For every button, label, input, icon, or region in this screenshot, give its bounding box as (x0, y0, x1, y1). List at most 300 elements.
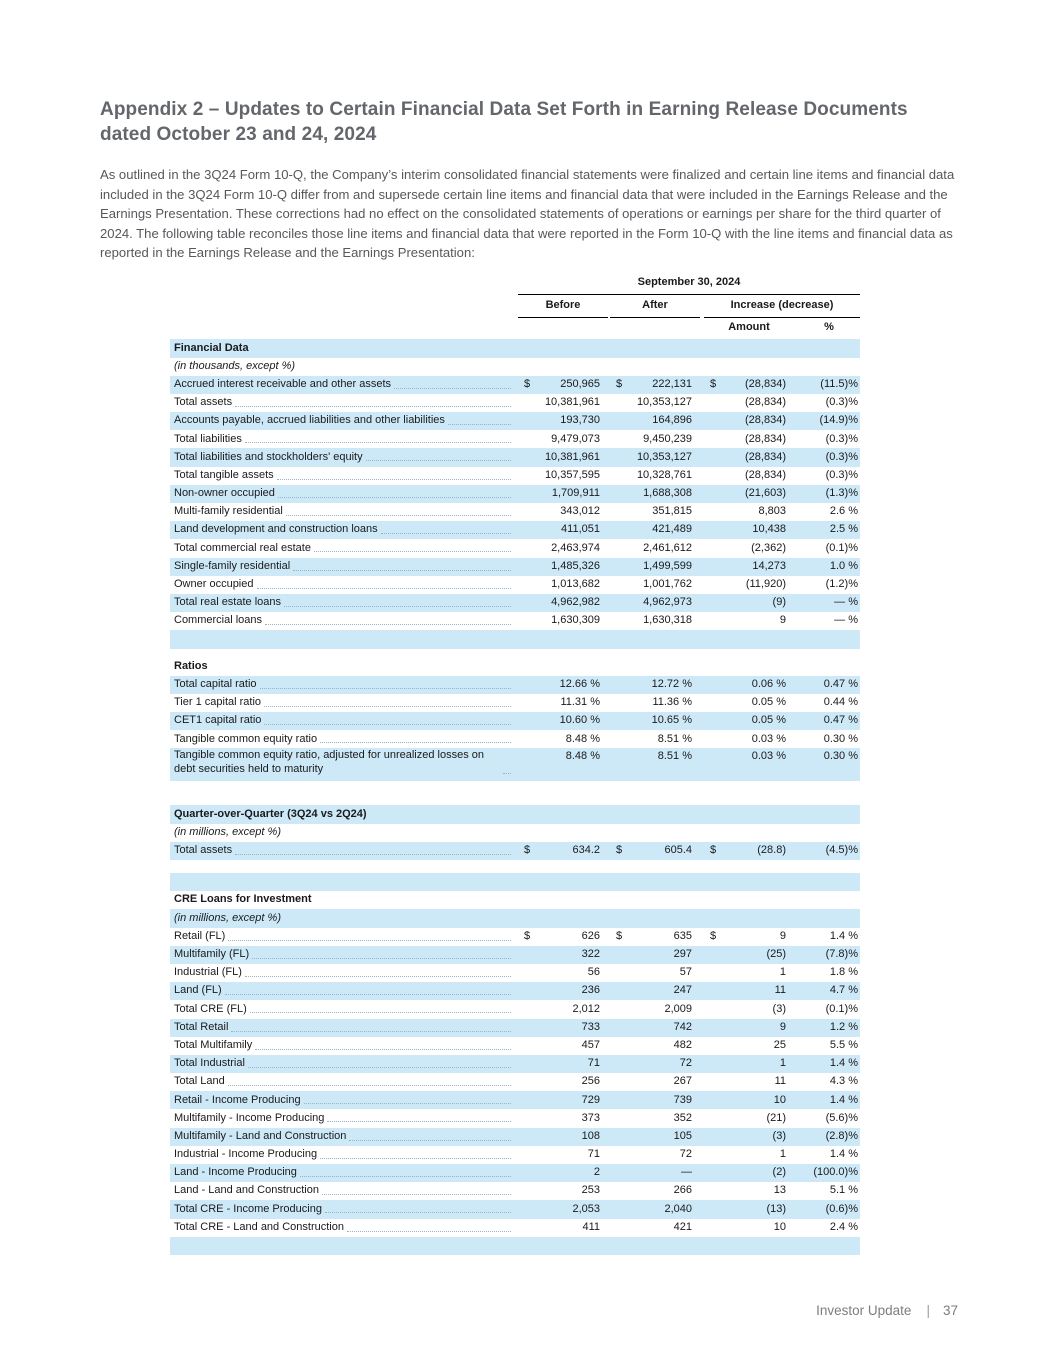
after-cell (610, 468, 700, 484)
row-label-cell (170, 595, 518, 611)
before-cell (518, 1147, 608, 1163)
row-label-cell (170, 732, 518, 748)
table-row (170, 964, 860, 982)
table-row (170, 1073, 860, 1091)
percent-cell (798, 1129, 860, 1145)
amount-cell (704, 792, 794, 794)
row-label-cell (170, 659, 518, 675)
dotted-leader (264, 724, 511, 725)
after-value: 4,962,973 (643, 596, 692, 609)
after-cell (610, 843, 700, 859)
row-label: (in thousands, except %) (174, 359, 296, 372)
before-cell (518, 947, 608, 963)
after-cell (610, 1020, 700, 1036)
row-label: Land - Income Producing (174, 1166, 297, 1179)
row-label-cell (170, 1202, 518, 1218)
before-value: 626 (581, 929, 600, 942)
before-value: 4,962,982 (551, 596, 600, 609)
amount-cell (704, 843, 794, 859)
before-value: 10,381,961 (544, 450, 600, 463)
table-row (170, 842, 860, 860)
row-label: Single-family residential (174, 559, 291, 572)
percent-value: 5.1 % (829, 1184, 858, 1197)
amount-cell (704, 1038, 794, 1054)
before-cell (518, 1183, 608, 1199)
after-cell (610, 504, 700, 520)
row-label-cell (170, 947, 518, 963)
after-cell (610, 395, 700, 411)
amount-value: 0.03 % (751, 732, 786, 745)
dotted-leader (255, 1049, 511, 1050)
percent-value: 2.4 % (829, 1220, 858, 1233)
table-row (170, 539, 860, 557)
after-cell (610, 377, 700, 393)
dotted-leader (248, 1067, 511, 1068)
after-value: 10,353,127 (636, 450, 692, 463)
before-value: 411 (582, 1220, 600, 1233)
after-cell (610, 432, 700, 448)
amount-value: 9 (779, 614, 786, 627)
row-label: Total Industrial (174, 1057, 245, 1070)
row-label: Multifamily - Land and Construction (174, 1129, 347, 1142)
after-value: 351,815 (652, 505, 692, 518)
before-cell (518, 377, 608, 393)
row-label: Land - Land and Construction (174, 1184, 319, 1197)
before-value: 250,965 (560, 377, 600, 390)
row-label: (in millions, except %) (174, 825, 281, 838)
percent-cell (798, 1165, 860, 1181)
before-cell (518, 1002, 608, 1018)
amount-cell (704, 638, 794, 640)
amount-cell (704, 577, 794, 593)
percent-cell (798, 1245, 860, 1247)
table-row (170, 982, 860, 1000)
percent-value: (0.6)% (825, 1202, 858, 1215)
amount-cell (704, 666, 794, 668)
percent-value: 1.2 % (829, 1020, 858, 1033)
dotted-leader (448, 424, 511, 425)
dotted-leader (235, 406, 511, 407)
row-label-cell (170, 911, 518, 927)
before-cell (518, 1093, 608, 1109)
amount-value: 0.03 % (751, 750, 786, 763)
row-label: Land (FL) (174, 984, 222, 997)
after-value: 635 (673, 929, 692, 942)
before-cell (518, 522, 608, 538)
after-value: 222,131 (652, 377, 692, 390)
amount-value: (28,834) (745, 396, 786, 409)
percent-cell (798, 947, 860, 963)
col-header-before: Before (518, 298, 608, 318)
amount-value: 10 (773, 1093, 786, 1106)
table-row (170, 730, 860, 748)
before-value: 634.2 (572, 844, 600, 857)
amount-cell (704, 377, 794, 393)
row-label-cell (170, 652, 518, 654)
after-cell (610, 1074, 700, 1090)
amount-cell (704, 1056, 794, 1072)
after-value: 421 (673, 1220, 692, 1233)
percent-value: (1.2)% (825, 578, 858, 591)
row-label-cell (170, 377, 518, 393)
percent-value: 4.7 % (829, 984, 858, 997)
table-row (170, 891, 860, 909)
row-label: Total CRE - Land and Construction (174, 1220, 344, 1233)
percent-cell (798, 652, 860, 654)
intro-paragraph: As outlined in the 3Q24 Form 10-Q, the Company’s interim consolidated financial statements were finalized and certain line items and financial data included in the 3Q24 Form 10-Q differ from and supersede certain line items and financial data that were included in the Earnings Release and the Earnings Presentation. These corrections had no effect on the consolidated statements of operations or earnings per share for the third quarter of 2024. The following table reconciles those line items and financial data that were reported in the Form 10-Q with the line items and financial data as reported in the Earnings Release and the Earnings Presentation: (100, 166, 955, 261)
before-cell (518, 613, 608, 629)
amount-value: (25) (766, 948, 786, 961)
percent-cell (798, 929, 860, 945)
dotted-leader (300, 1176, 511, 1177)
before-cell (518, 577, 608, 593)
after-cell (610, 613, 700, 629)
row-label-cell (170, 792, 518, 794)
amount-cell (704, 613, 794, 629)
before-cell (518, 881, 608, 883)
row-label-cell (170, 965, 518, 981)
dotted-leader (228, 1085, 511, 1086)
dollar-sign: $ (524, 377, 531, 390)
percent-value: 1.4 % (829, 929, 858, 942)
amount-cell (704, 732, 794, 748)
percent-value: (100.0)% (813, 1166, 858, 1179)
amount-value: 11 (774, 1075, 786, 1088)
page-title: Appendix 2 – Updates to Certain Financial Data Set Forth in Earning Release Documents dated October 23 and 24, 2024 (100, 99, 908, 146)
before-cell (518, 866, 608, 868)
after-cell (610, 652, 700, 654)
dotted-leader (225, 994, 511, 995)
amount-cell (704, 395, 794, 411)
before-cell (518, 792, 608, 794)
after-value: 1,688,308 (643, 487, 692, 500)
row-label: Total capital ratio (174, 677, 257, 690)
before-cell (518, 638, 608, 640)
after-cell (610, 792, 700, 794)
after-cell (610, 881, 700, 883)
percent-value: (4.5)% (825, 844, 858, 857)
row-label-cell (170, 1220, 518, 1236)
percent-cell (798, 918, 860, 920)
amount-cell (704, 899, 794, 901)
table-row (170, 630, 860, 648)
row-label-cell (170, 748, 518, 778)
table-row (170, 521, 860, 539)
amount-cell (704, 347, 794, 349)
after-cell (610, 1147, 700, 1163)
row-label-cell (170, 413, 518, 429)
amount-cell (704, 1074, 794, 1090)
amount-value: 14,273 (752, 559, 786, 572)
percent-value: (0.3)% (825, 396, 858, 409)
before-value: 56 (587, 966, 600, 979)
amount-cell (704, 595, 794, 611)
percent-cell (798, 983, 860, 999)
percent-value: — % (834, 596, 858, 609)
amount-cell (704, 1002, 794, 1018)
percent-cell (798, 1056, 860, 1072)
after-cell (610, 522, 700, 538)
amount-value: (3) (772, 1129, 786, 1142)
before-cell (518, 1038, 608, 1054)
before-cell (518, 1202, 608, 1218)
percent-value: (0.3)% (825, 450, 858, 463)
table-row (170, 909, 860, 927)
table-header-date-row (170, 276, 860, 295)
after-cell (610, 595, 700, 611)
row-label: Financial Data (174, 341, 249, 354)
after-value: 266 (673, 1184, 692, 1197)
row-label-cell (170, 677, 518, 693)
row-label: Ratios (174, 659, 208, 672)
before-value: 108 (581, 1129, 600, 1142)
row-label-cell (170, 559, 518, 575)
row-label: Non-owner occupied (174, 487, 275, 500)
before-cell (518, 486, 608, 502)
table-body (170, 339, 860, 1255)
amount-cell (704, 366, 794, 368)
before-value: 411,051 (561, 523, 600, 536)
before-cell (518, 1111, 608, 1127)
amount-cell (704, 965, 794, 981)
dollar-sign: $ (616, 929, 623, 942)
before-value: 10,381,961 (544, 396, 600, 409)
after-cell (610, 918, 700, 920)
after-cell (610, 965, 700, 981)
percent-cell (798, 713, 860, 729)
after-value: 8.51 % (657, 750, 692, 763)
table-row (170, 594, 860, 612)
after-cell (610, 577, 700, 593)
dotted-leader (228, 940, 511, 941)
after-value: 482 (673, 1038, 692, 1051)
dotted-leader (503, 773, 511, 774)
financial-table (170, 276, 860, 1255)
table-row (170, 430, 860, 448)
after-cell (610, 1129, 700, 1145)
percent-value: 0.47 % (823, 714, 858, 727)
percent-value: 1.4 % (829, 1148, 858, 1161)
table-row (170, 576, 860, 594)
after-value: 352 (673, 1111, 692, 1124)
percent-value: 2.5 % (829, 523, 858, 536)
percent-value: (1.3)% (825, 487, 858, 500)
after-cell (610, 899, 700, 901)
table-row (170, 1019, 860, 1037)
table-row (170, 946, 860, 964)
after-value: 1,499,599 (643, 559, 692, 572)
amount-value: (28,834) (745, 468, 786, 481)
percent-cell (798, 666, 860, 668)
before-value: 457 (581, 1038, 600, 1051)
percent-cell (798, 522, 860, 538)
percent-cell (798, 1220, 860, 1236)
percent-cell (798, 881, 860, 883)
after-cell (610, 866, 700, 868)
percent-value: 1.4 % (829, 1093, 858, 1106)
before-cell (518, 843, 608, 859)
percent-value: 1.8 % (829, 966, 858, 979)
row-label-cell (170, 1020, 518, 1036)
before-cell (518, 1220, 608, 1236)
row-label: Industrial - Income Producing (174, 1148, 318, 1161)
percent-cell (798, 468, 860, 484)
dollar-sign: $ (616, 844, 623, 857)
row-label: Total Multifamily (174, 1038, 253, 1051)
before-cell (518, 732, 608, 748)
after-cell (610, 1183, 700, 1199)
row-label-cell (170, 1147, 518, 1163)
amount-value: (3) (772, 1002, 786, 1015)
after-value: 72 (679, 1057, 692, 1070)
row-label: Tier 1 capital ratio (174, 696, 262, 709)
row-label-cell (170, 504, 518, 520)
row-label: (in millions, except %) (174, 911, 281, 924)
row-label: Total commercial real estate (174, 541, 311, 554)
dotted-leader (314, 551, 511, 552)
after-cell (610, 1002, 700, 1018)
row-label-cell (170, 468, 518, 484)
amount-value: 8,803 (758, 505, 786, 518)
row-label: Retail - Income Producing (174, 1093, 301, 1106)
row-label: Total CRE - Income Producing (174, 1202, 322, 1215)
amount-value: 10 (773, 1220, 786, 1233)
after-value: 247 (673, 984, 692, 997)
amount-cell (704, 1129, 794, 1145)
dotted-leader (349, 1140, 511, 1141)
after-cell (610, 450, 700, 466)
row-label-cell (170, 843, 518, 859)
after-value: 2,040 (664, 1202, 692, 1215)
before-value: 2,053 (572, 1202, 600, 1215)
percent-cell (798, 1183, 860, 1199)
row-label-cell (170, 713, 518, 729)
percent-value: 0.44 % (823, 696, 858, 709)
table-header-group-row (170, 298, 860, 318)
before-value: 729 (581, 1093, 600, 1106)
row-label-cell (170, 577, 518, 593)
amount-cell (704, 983, 794, 999)
percent-value: (2.8)% (825, 1129, 858, 1142)
after-cell (610, 1220, 700, 1236)
table-header-sub-row (170, 321, 860, 340)
dotted-leader (325, 1212, 511, 1213)
table-row (170, 805, 860, 823)
percent-cell (798, 366, 860, 368)
before-value: 2,463,974 (551, 541, 600, 554)
after-cell (610, 1202, 700, 1218)
after-value: 2,009 (664, 1002, 692, 1015)
row-label: Owner occupied (174, 578, 254, 591)
after-value: 739 (673, 1093, 692, 1106)
amount-cell (704, 713, 794, 729)
row-label-cell (170, 1038, 518, 1054)
before-value: 10.60 % (559, 714, 600, 727)
amount-cell (704, 652, 794, 654)
percent-cell (798, 1111, 860, 1127)
dotted-leader (264, 706, 511, 707)
after-value: 10,353,127 (636, 396, 692, 409)
col-header-after: After (610, 298, 700, 318)
table-row (170, 412, 860, 430)
table-row (170, 503, 860, 521)
amount-cell (704, 881, 794, 883)
table-row (170, 824, 860, 842)
amount-cell (704, 541, 794, 557)
percent-cell (798, 432, 860, 448)
after-cell (610, 413, 700, 429)
before-cell (518, 1056, 608, 1072)
amount-value: 25 (773, 1038, 786, 1051)
amount-value: (2) (772, 1166, 786, 1179)
table-row (170, 676, 860, 694)
amount-value: (28,834) (745, 450, 786, 463)
amount-cell (704, 947, 794, 963)
row-label: Accrued interest receivable and other assets (174, 377, 392, 390)
percent-value: — % (834, 614, 858, 627)
row-label: Multifamily (FL) (174, 948, 250, 961)
row-label: CRE Loans for Investment (174, 893, 312, 906)
before-value: 1,485,326 (551, 559, 600, 572)
table-row (170, 612, 860, 630)
amount-cell (704, 832, 794, 834)
after-value: 742 (673, 1020, 692, 1033)
table-row (170, 1109, 860, 1127)
table-row (170, 649, 860, 658)
before-cell (518, 713, 608, 729)
after-cell (610, 732, 700, 748)
table-row (170, 1164, 860, 1182)
row-label: Multifamily - Income Producing (174, 1111, 325, 1124)
before-value: 236 (581, 984, 600, 997)
table-row (170, 1037, 860, 1055)
row-label-cell (170, 1129, 518, 1145)
footer-label: Investor Update (816, 1303, 912, 1318)
row-label-cell (170, 1183, 518, 1199)
percent-cell (798, 695, 860, 711)
table-row (170, 860, 860, 873)
before-value: 1,709,911 (551, 487, 600, 500)
after-cell (610, 666, 700, 668)
percent-value: 0.30 % (823, 750, 858, 763)
dotted-leader (327, 1121, 511, 1122)
before-cell (518, 347, 608, 349)
before-cell (518, 1165, 608, 1181)
table-row (170, 928, 860, 946)
after-cell (610, 559, 700, 575)
amount-value: (9) (772, 596, 786, 609)
before-cell (518, 541, 608, 557)
table-row (170, 712, 860, 730)
dollar-sign: $ (710, 929, 717, 942)
dotted-leader (231, 1031, 511, 1032)
row-label: Quarter-over-Quarter (3Q24 vs 2Q24) (174, 807, 367, 820)
amount-value: (13) (766, 1202, 786, 1215)
table-row (170, 694, 860, 712)
dotted-leader (293, 570, 511, 571)
percent-cell (798, 638, 860, 640)
amount-value: (2,362) (751, 541, 786, 554)
dollar-sign: $ (524, 929, 531, 942)
row-label-cell (170, 522, 518, 538)
percent-cell (798, 504, 860, 520)
percent-cell (798, 1002, 860, 1018)
amount-value: 0.05 % (751, 696, 786, 709)
after-cell (610, 1038, 700, 1054)
after-value: 72 (679, 1148, 692, 1161)
after-value: 164,896 (652, 414, 692, 427)
percent-cell (798, 595, 860, 611)
